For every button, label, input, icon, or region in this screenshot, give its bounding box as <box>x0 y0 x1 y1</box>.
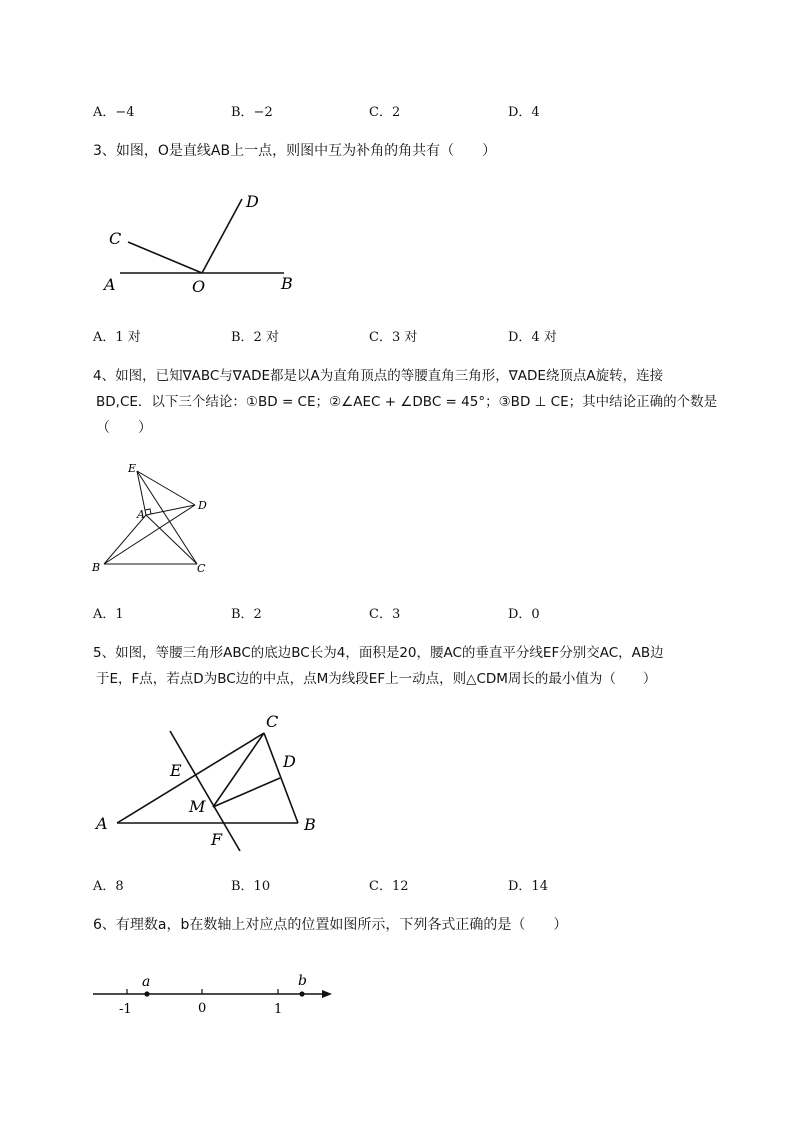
label-b: B <box>92 561 101 574</box>
ray-od <box>202 199 242 273</box>
label-f: F <box>211 830 223 849</box>
q2-option-a[interactable]: A．−4 <box>93 105 135 120</box>
segment-cb <box>264 733 298 823</box>
label-c: C <box>266 712 279 731</box>
tick-label-one: 1 <box>274 1002 283 1017</box>
q6-number-line <box>88 965 338 1025</box>
q4-figure <box>90 458 220 578</box>
q5-option-d[interactable]: D．14 <box>508 879 548 894</box>
ray-oc <box>128 242 202 273</box>
label-a: A <box>96 814 108 833</box>
q5-stem-line2: 于E，F点，若点D为BC边的中点，点M为线段EF上一动点，则△CDM周长的最小值为（ ） <box>96 671 657 687</box>
q4-stem-line3: （ ） <box>96 420 152 436</box>
q4-option-a[interactable]: A．1 <box>93 607 124 622</box>
q5-option-b[interactable]: B．10 <box>231 879 271 894</box>
label-o: O <box>192 277 206 296</box>
segment-ac <box>146 515 197 564</box>
q3-stem: 3、如图，O是直线AB上一点，则图中互为补角的角共有（ ） <box>93 143 497 159</box>
label-d: D <box>283 752 296 771</box>
axis-arrow-icon <box>322 990 332 998</box>
tick-label-minus-one: -1 <box>119 1002 132 1017</box>
label-d: D <box>198 499 207 512</box>
point-b <box>299 991 304 996</box>
label-b: b <box>298 973 307 989</box>
line-ef <box>170 731 240 851</box>
q2-option-b[interactable]: B．−2 <box>231 105 273 120</box>
q2-option-c[interactable]: C．2 <box>369 105 401 120</box>
tick-label-zero: 0 <box>198 1001 207 1016</box>
label-a: A <box>137 508 145 521</box>
q3-option-a[interactable]: A．1 对 <box>93 330 141 345</box>
point-a <box>144 991 149 996</box>
segment-ce <box>137 471 197 564</box>
segment-ab <box>104 515 146 564</box>
label-a: a <box>142 974 151 990</box>
q2-option-d[interactable]: D．4 <box>508 105 540 120</box>
segment-ed <box>137 471 195 505</box>
q5-option-c[interactable]: C．12 <box>369 879 409 894</box>
q3-option-b[interactable]: B．2 对 <box>231 330 279 345</box>
q3-option-c[interactable]: C．3 对 <box>369 330 418 345</box>
q4-option-d[interactable]: D．0 <box>508 607 540 622</box>
q5-stem-line1: 5、如图，等腰三角形ABC的底边BC长为4，面积是20，腰AC的垂直平分线EF分别交AC，AB边 <box>93 645 664 661</box>
q4-stem-line1: 4、如图，已知∇ABC与∇ADE都是以A为直角顶点的等腰直角三角形，∇ADE绕顶点A旋转，连接 <box>93 368 664 384</box>
q5-option-a[interactable]: A．8 <box>93 879 124 894</box>
label-c: C <box>109 229 122 248</box>
label-c: C <box>197 562 206 575</box>
label-m: M <box>189 797 206 816</box>
q5-figure <box>90 705 330 855</box>
label-b: B <box>281 274 293 293</box>
q6-stem: 6、有理数a，b在数轴上对应点的位置如图所示，下列各式正确的是（ ） <box>93 917 568 933</box>
q4-option-c[interactable]: C．3 <box>369 607 401 622</box>
label-e: E <box>128 462 137 475</box>
label-b: B <box>304 815 316 834</box>
q3-option-d[interactable]: D．4 对 <box>508 330 557 345</box>
q3-figure <box>95 185 315 300</box>
label-a: A <box>104 275 116 294</box>
label-e: E <box>170 761 182 780</box>
label-d: D <box>246 192 259 211</box>
q4-option-b[interactable]: B．2 <box>231 607 262 622</box>
q4-stem-line2: BD,CE．以下三个结论：①BD = CE；②∠AEC + ∠DBC = 45°；③BD ⊥ CE；其中结论正确的个数是 <box>96 394 718 410</box>
